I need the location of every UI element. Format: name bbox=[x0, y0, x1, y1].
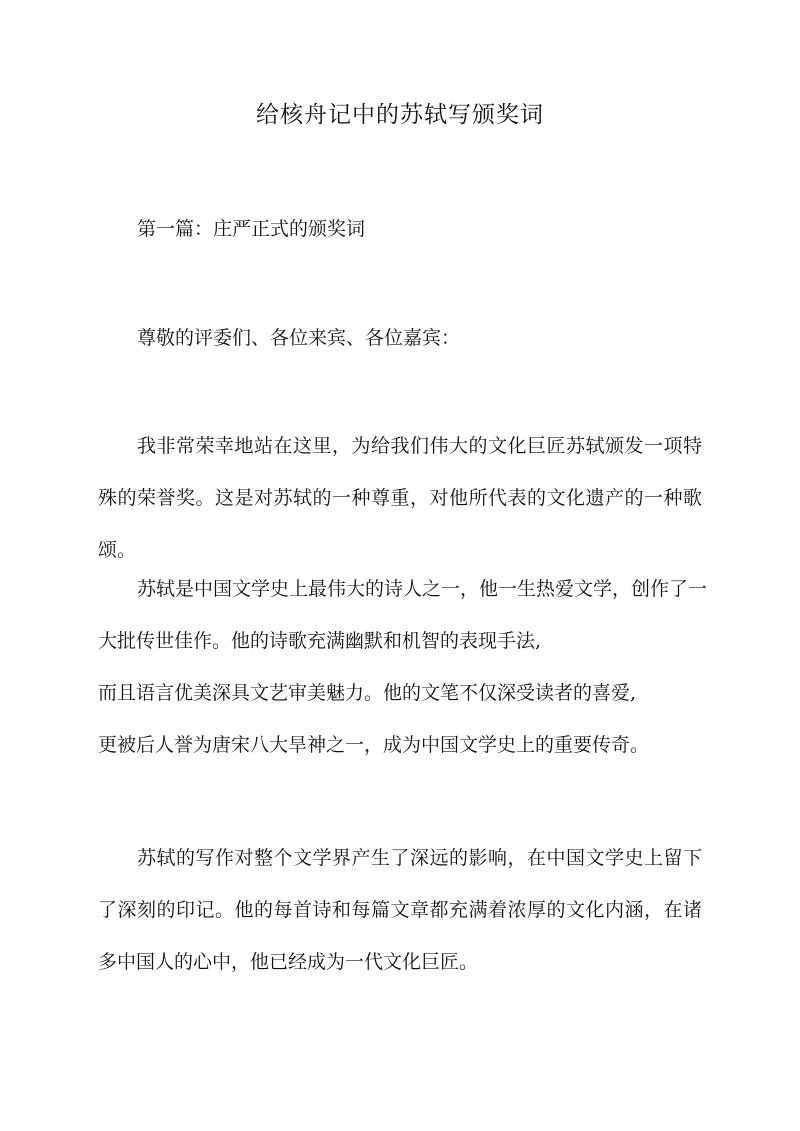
paragraph-2-line-4: 更被后人誉为唐宋八大旱神之一，成为中国文学史上的重要传奇。 bbox=[98, 734, 650, 756]
paragraph-2-line-2: 大批传世佳作。他的诗歌充满幽默和机智的表现手法, bbox=[98, 630, 542, 652]
paragraph-2-line-1: 苏轼是中国文学史上最伟大的诗人之一，他一生热爱文学，创作了一 bbox=[137, 578, 708, 600]
paragraph-1: 我非常荣幸地站在这里，为给我们伟大的文化巨匠苏轼颁发一项特殊的荣誉奖。这是对苏轼的一种尊重，对他所代表的文化遗产的一种歌颂。 bbox=[98, 435, 702, 561]
salutation: 尊敬的评委们、各位来宾、各位嘉宾： bbox=[137, 327, 461, 349]
section-heading: 第一篇：庄严正式的颁奖词 bbox=[137, 218, 366, 240]
paragraph-2-line-3: 而且语言优美深具文艺审美魅力。他的文笔不仅深受读者的喜爱, bbox=[98, 682, 637, 704]
paragraph-3: 苏轼的写作对整个文学界产生了深远的影响，在中国文学史上留下了深刻的印记。他的每首诗和每篇文章都充满着浓厚的文化内涵，在诸多中国人的心中，他已经成为一代文化巨匠。 bbox=[98, 847, 702, 973]
document-title: 给核舟记中的苏轼写颁奖词 bbox=[256, 102, 544, 128]
